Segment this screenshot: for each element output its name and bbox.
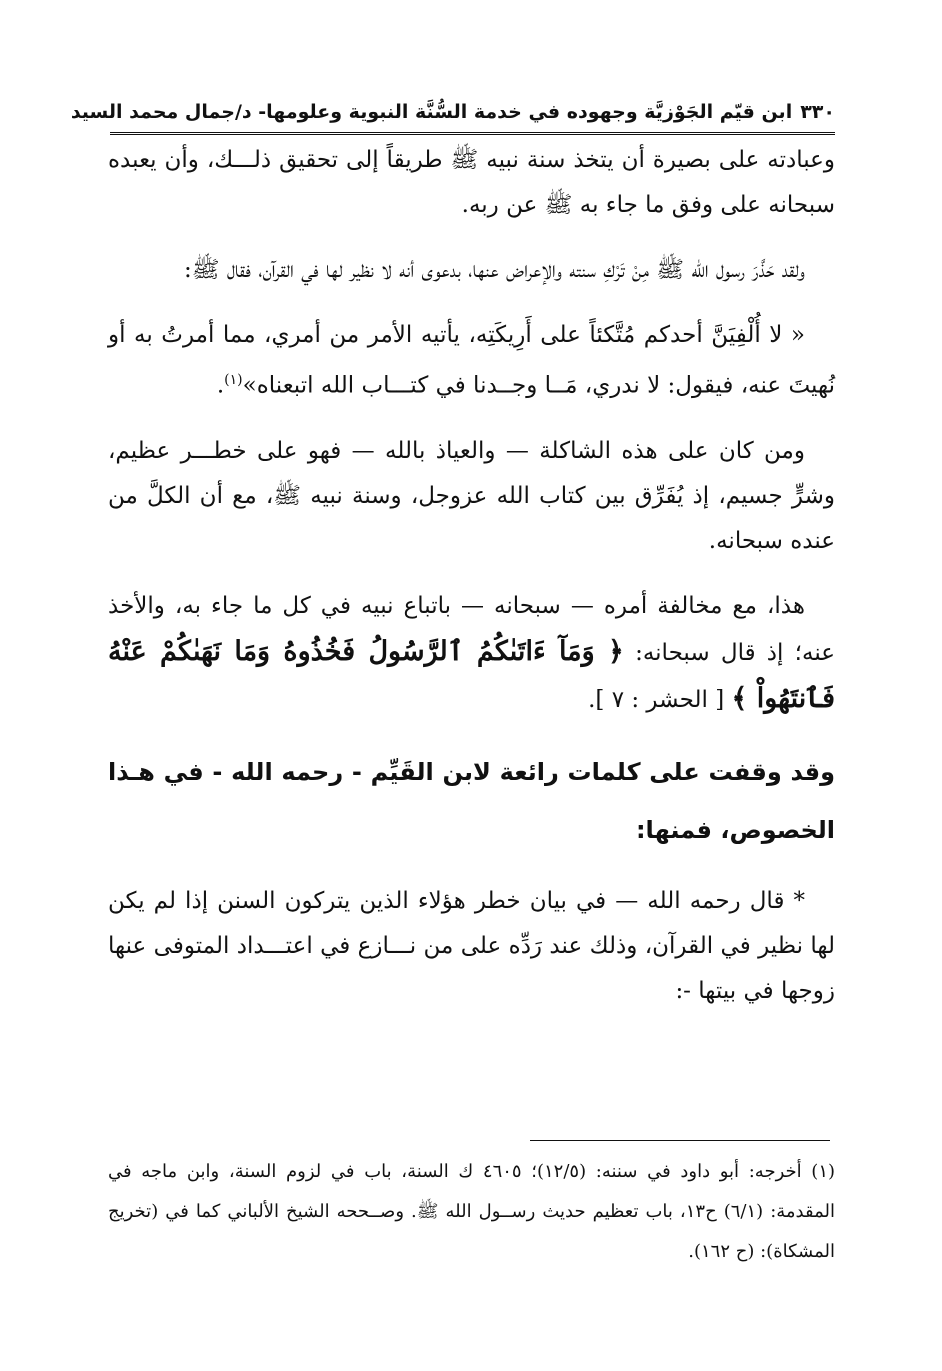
running-title: ابن قيّم الجَوْزيَّة وجهوده في خدمة السُّنَّة النبوية وعلومها- د/جمال محمد السيد [70, 101, 793, 123]
bold-heading-paragraph: وقد وقفت على كلمات رائعة لابن القَيِّم - رحمه الله - في هـذا الخصوص، فمنها: [108, 757, 835, 844]
footnote-1: (١) أخرجه: أبو داود في سننه: (١٢/٥)؛ ٤٦٠٥ ك السنة، باب في لزوم السنة، وابن ماجه في المقدمة: (٦/١) ح١٣، باب تعظيم حديث رســول الله ﷺ. وصــححه الشيخ الألباني كما في (تخريج المشكاة): (ح ١٦٢). [108, 1161, 836, 1262]
header-rule [110, 132, 835, 135]
paragraph-1: وعبادته على بصيرة أن يتخذ سنة نبيه ﷺ طريقاً إلى تحقيق ذلـــك، وأن يعبده سبحانه على وفق ما جاء به ﷺ عن ربه. [108, 147, 835, 218]
paragraph-7: * قال رحمه الله — في بيان خطر هؤلاء الذين يتركون السنن إذا لم يكن لها نظير في القرآن، وذلك عند رَدِّه على من نـــازع في اعتـــداد المتوفى عنها زوجها في بيتها -: [108, 887, 835, 1004]
hadith-quote [108, 313, 835, 409]
footnotes [108, 1152, 835, 1272]
main-text [108, 138, 835, 1034]
running-header [70, 92, 835, 132]
page-number: ٣٣٠ [800, 101, 835, 123]
paragraph-4: ومن كان على هذه الشاكلة — والعياذ بالله — فهو على خطـــر عظيم، وشرٍّ جسيم، إذ يُفَرِّق بين كتاب الله عزوجل، وسنة نبيه ﷺ، مع أن الكلَّ من عنده سبحانه. [108, 437, 835, 554]
paragraph-5-text: هذا، مع مخالفة أمره — سبحانه — باتباع نبيه في كل ما جاء به، والأخذ عنه؛ إذ قال سبحانه: [108, 592, 835, 666]
paragraph-2: ولقد حَذَّرَ رسول الله ﷺ مِنْ تَرْكِ سنته والإعراض عنها، بدعوى أنه لا نظير لها في القرآن، فقال ﷺ: [183, 257, 805, 283]
hadith-text: « لا أُلْفِيَنَّ أحدكم مُتَّكئاً على أَرِيكَتِه، يأتيه الأمر من أمري، مما أمرتُ به أو نُهيتَ عنه، فيقول: لا ندري، مَــا وجــدنا في كتـــاب الله اتبعناه» [108, 322, 835, 399]
hadith-end: . [216, 372, 225, 399]
quran-verse: ﴿ وَمَآ ءَاتَىٰكُمُ ٱلرَّسُولُ فَخُذُوهُ وَمَا نَهَىٰكُمْ عَنْهُ فَٱنتَهُواْ ﴾ [108, 635, 835, 714]
verse-citation: [ الحشر : ٧ ]. [588, 686, 732, 713]
paragraph-5 [108, 584, 835, 723]
footnote-ref-1: (١) [224, 372, 243, 388]
footnote-separator [530, 1140, 830, 1141]
